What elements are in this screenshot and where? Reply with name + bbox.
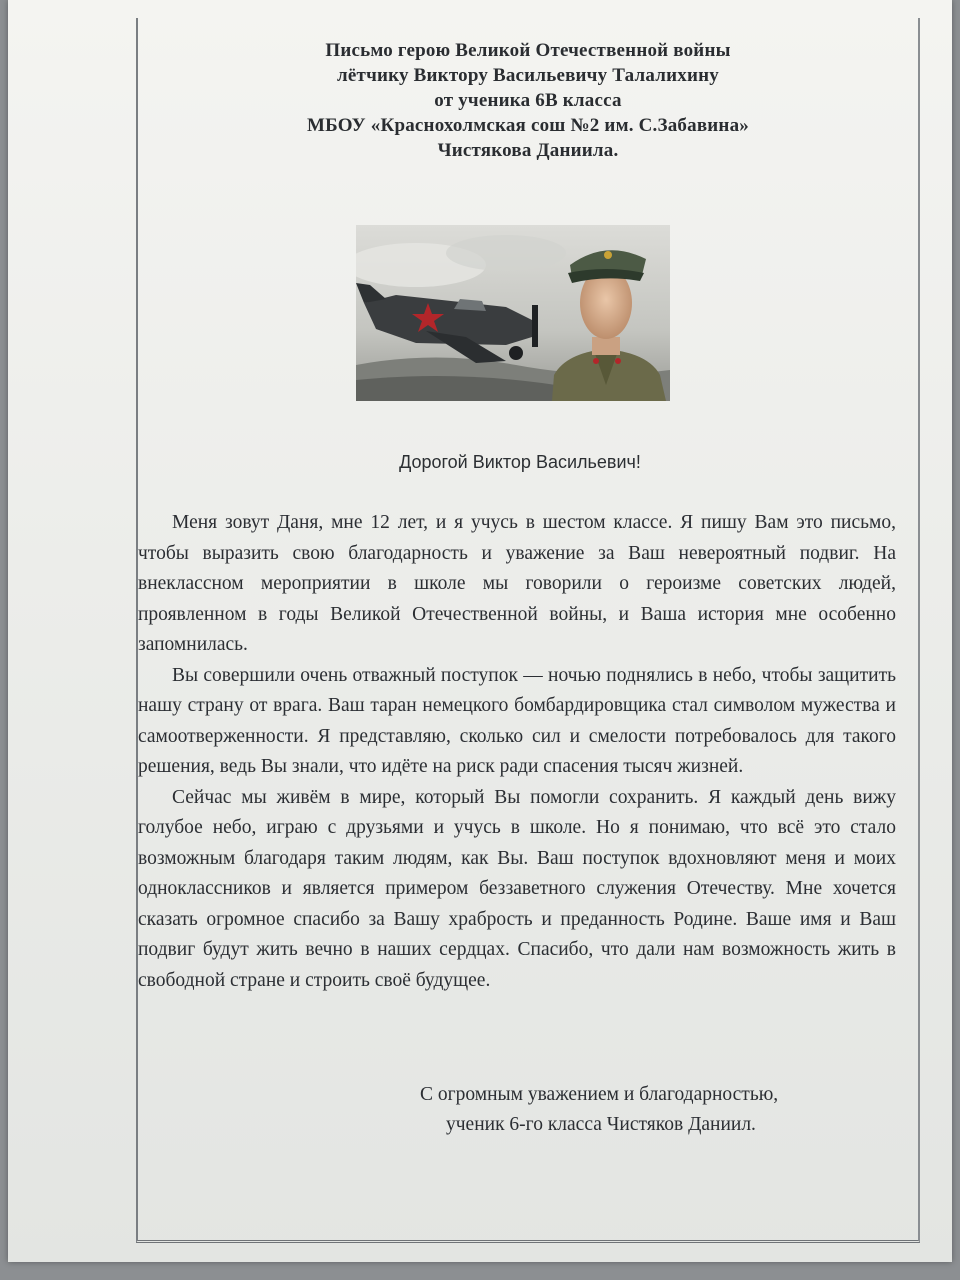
hero-photo-illustration	[356, 225, 670, 401]
letter-paragraph: Сейчас мы живём в мире, который Вы помогли сохранить. Я каждый день вижу голубое небо, играю с друзьями и учусь в школе. Но я понимаю, что всё это стало возможным благодаря таким людям, как Вы. Ваш поступок вдохновляют меня и моих одноклассников и является примером беззаветного служения Отечеству. Мне хочется сказать огромное спасибо за Вашу храбрость и преданность Родине. Ваше имя и Ваш подвиг будут жить вечно в наших сердцах. Спасибо, что дали нам возможность жить в свободной стране и строить своё будущее.	[138, 786, 896, 991]
letter-greeting: Дорогой Виктор Васильевич!	[399, 452, 641, 472]
header-line: от ученика 6В класса	[434, 90, 622, 111]
header-line: Чистякова Даниила.	[437, 140, 619, 161]
header-line: лётчику Виктору Васильевичу Талалихину	[337, 65, 719, 86]
letter-paragraph: Вы совершили очень отважный поступок — ночью поднялись в небо, чтобы защитить нашу страну от врага. Ваш таран немецкого бомбардировщика стал символом мужества и самоотверженности. Я представляю, сколько сил и смелости потребовалось для такого решения, ведь Вы знали, что идёте на риск ради спасения тысяч жизней.	[138, 664, 896, 777]
letter-signature	[420, 1080, 860, 1140]
letter-header	[258, 38, 798, 163]
header-line: МБОУ «Краснохолмская сош №2 им. С.Забавина»	[307, 115, 749, 136]
letter-paragraph: Меня зовут Даня, мне 12 лет, и я учусь в шестом классе. Я пишу Вам это письмо, чтобы выразить свою благодарность и уважение за Ваш невероятный подвиг. На внеклассном мероприятии в школе мы говорили о героизме советских людей, проявленном в годы Великой Отечественной войны, и Ваша история мне особенно запомнилась.	[138, 512, 896, 655]
closing-line: С огромным уважением и благодарностью,	[420, 1084, 779, 1105]
header-line: Письмо герою Великой Отечественной войны	[325, 40, 731, 61]
letter-body	[138, 508, 896, 996]
signature-line: ученик 6-го класса Чистяков Даниил.	[446, 1114, 756, 1135]
hero-photo	[356, 225, 670, 401]
